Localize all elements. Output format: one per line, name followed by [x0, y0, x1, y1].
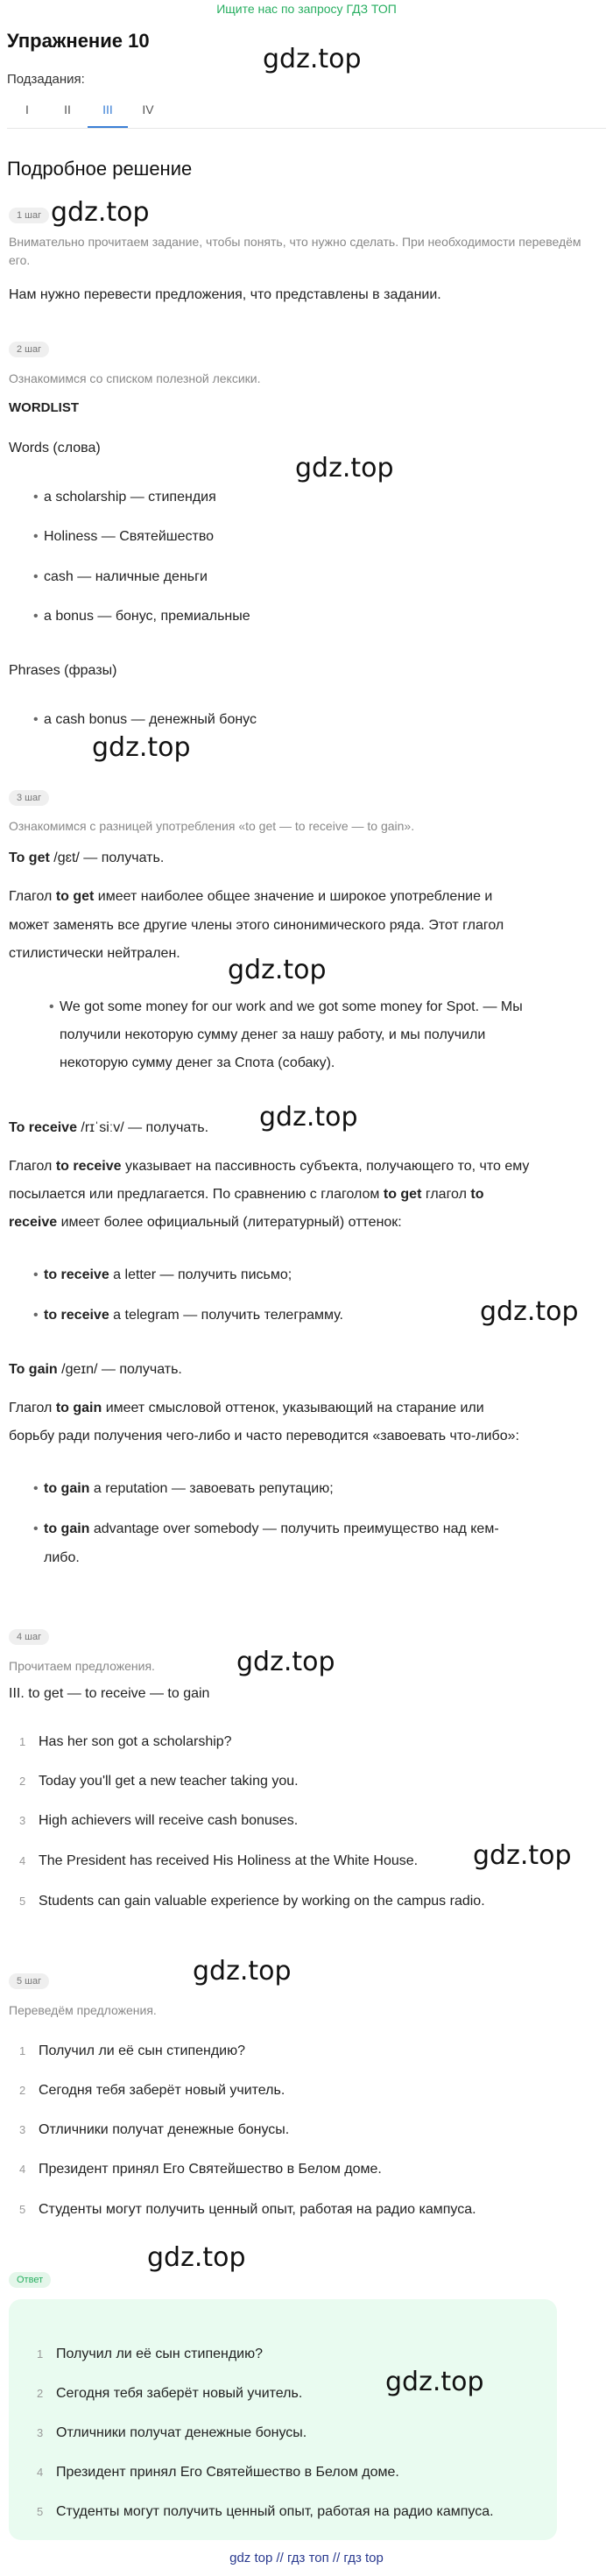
answer-item: 2 Сегодня тебя заберёт новый учитель.	[37, 2386, 303, 2401]
watermark: gdz.top	[480, 1296, 579, 1327]
tabs-divider	[7, 128, 606, 129]
tab-iv[interactable]: IV	[142, 102, 154, 116]
translation-item: 4 Президент принял Его Святейшество в Белом доме.	[19, 2162, 382, 2177]
footer-links[interactable]: gdz top // гдз топ // гдз top	[229, 2551, 384, 2565]
sentence-item: 3 High achievers will receive cash bonuses.	[19, 1813, 299, 1828]
tab-iii[interactable]: III	[88, 96, 128, 128]
wordlist-heading: WORDLIST	[9, 400, 79, 415]
words-heading: Words (слова)	[9, 441, 101, 455]
watermark: gdz.top	[92, 732, 191, 763]
to-receive-example: • to receive a letter — получить письмо;	[44, 1263, 292, 1287]
answer-item: 5 Студенты могут получить ценный опыт, работая на радио кампуса.	[37, 2504, 494, 2519]
step-2-note: Ознакомимся со списком полезной лексики.	[9, 371, 261, 385]
phrases-heading: Phrases (фразы)	[9, 663, 117, 678]
translation-item: 3 Отличники получат денежные бонусы.	[19, 2122, 290, 2137]
section-title: Подробное решение	[7, 158, 193, 180]
answer-item: 4 Президент принял Его Святейшество в Белом доме.	[37, 2465, 399, 2480]
subtask-tabs	[7, 96, 168, 128]
to-get-desc: Глагол to get имеет наиболее общее значение и широкое употребление и	[9, 889, 493, 904]
watermark: gdz.top	[147, 2242, 246, 2273]
step-2-badge: 2 шаг	[9, 342, 49, 357]
word-item: • Holiness — Святейшество	[44, 525, 214, 548]
watermark: gdz.top	[259, 1102, 358, 1133]
answer-item: 3 Отличники получат денежные бонусы.	[37, 2425, 307, 2440]
word-item: • a scholarship — стипендия	[44, 485, 216, 509]
answer-item: 1 Получил ли её сын стипендию?	[37, 2347, 264, 2361]
to-receive-desc: receive имеет более официальный (литературный) оттенок:	[9, 1215, 402, 1230]
to-gain-heading: To gain /ɡeɪn/ — получать.	[9, 1362, 182, 1377]
step-4-note: Прочитаем предложения.	[9, 1659, 155, 1673]
translation-item: 5 Студенты могут получить ценный опыт, работая на радио кампуса.	[19, 2202, 476, 2217]
top-promo-link[interactable]: Ищите нас по запросу ГДЗ ТОП	[216, 2, 397, 16]
phrase-item: • a cash bonus — денежный бонус	[44, 708, 257, 731]
watermark: gdz.top	[473, 1840, 572, 1871]
tab-i[interactable]: I	[25, 102, 29, 116]
sentence-item: 2 Today you'll get a new teacher taking you.	[19, 1774, 299, 1789]
to-gain-desc: Глагол to gain имеет смысловой оттенок, указывающий на старание или	[9, 1401, 484, 1415]
step-4-badge: 4 шаг	[9, 1629, 49, 1645]
step-4-heading: III. to get — to receive — to gain	[9, 1686, 210, 1701]
word-item: • a bonus — бонус, премиальные	[44, 604, 250, 628]
step-1-badge: 1 шаг	[9, 208, 49, 223]
watermark: gdz.top	[193, 1956, 292, 1987]
to-get-heading: To get /ɡɛt/ — получать.	[9, 850, 165, 865]
to-get-desc: стилистически нейтрален.	[9, 946, 180, 961]
step-5-note: Переведём предложения.	[9, 2003, 157, 2017]
watermark: gdz.top	[263, 44, 362, 74]
watermark: gdz.top	[295, 453, 394, 483]
to-receive-desc: посылается или предлагается. По сравнению с глаголом to get глагол to	[9, 1187, 484, 1202]
translation-item: 2 Сегодня тебя заберёт новый учитель.	[19, 2083, 285, 2098]
step-1-text: Нам нужно перевести предложения, что представлены в задании.	[9, 287, 441, 302]
sentence-item: 5 Students can gain valuable experience by working on the campus radio.	[19, 1894, 485, 1909]
watermark: gdz.top	[228, 955, 327, 985]
subtasks-label: Подзадания:	[7, 72, 85, 87]
page-title: Упражнение 10	[7, 30, 150, 52]
step-3-note: Ознакомимся с разницей употребления «to get — to receive — to gain».	[9, 819, 415, 833]
tab-ii[interactable]: II	[64, 102, 71, 116]
step-5-badge: 5 шаг	[9, 1973, 49, 1989]
step-3-badge: 3 шаг	[9, 790, 49, 806]
translation-item: 1 Получил ли её сын стипендию?	[19, 2043, 246, 2058]
to-get-desc: может заменять все другие члены этого синонимического ряда. Этот глагол	[9, 918, 504, 933]
sentence-item: 1 Has her son got a scholarship?	[19, 1734, 232, 1749]
to-gain-example: • to gain a reputation — завоевать репутацию;	[44, 1477, 334, 1500]
to-get-example: получили некоторую сумму денег за нашу работу, и мы получили	[60, 1027, 486, 1042]
to-gain-example: • to gain advantage over somebody — получить преимущество над кем-	[44, 1517, 499, 1541]
watermark: gdz.top	[51, 197, 150, 228]
word-item: • cash — наличные деньги	[44, 565, 208, 589]
to-receive-example: • to receive a telegram — получить телеграмму.	[44, 1303, 343, 1327]
to-receive-desc: Глагол to receive указывает на пассивность субъекта, получающего то, что ему	[9, 1159, 530, 1174]
answer-badge: Ответ	[9, 2272, 51, 2288]
to-gain-example: либо.	[44, 1550, 80, 1565]
sentence-item: 4 The President has received His Holiness at the White House.	[19, 1853, 419, 1868]
to-get-example: • We got some money for our work and we got some money for Spot. — Мы	[60, 995, 523, 1019]
to-gain-desc: борьбу ради получения чего-либо и часто переводится «завоевать что-либо»:	[9, 1429, 519, 1443]
to-get-example: некоторую сумму денег за Спота (собаку).	[60, 1055, 335, 1070]
step-1-note: Внимательно прочитаем задание, чтобы понять, что нужно сделать. При необходимости переведём его.	[9, 235, 581, 267]
watermark: gdz.top	[385, 2367, 484, 2397]
watermark: gdz.top	[236, 1647, 335, 1677]
to-receive-heading: To receive /rɪˈsiːv/ — получать.	[9, 1120, 209, 1135]
